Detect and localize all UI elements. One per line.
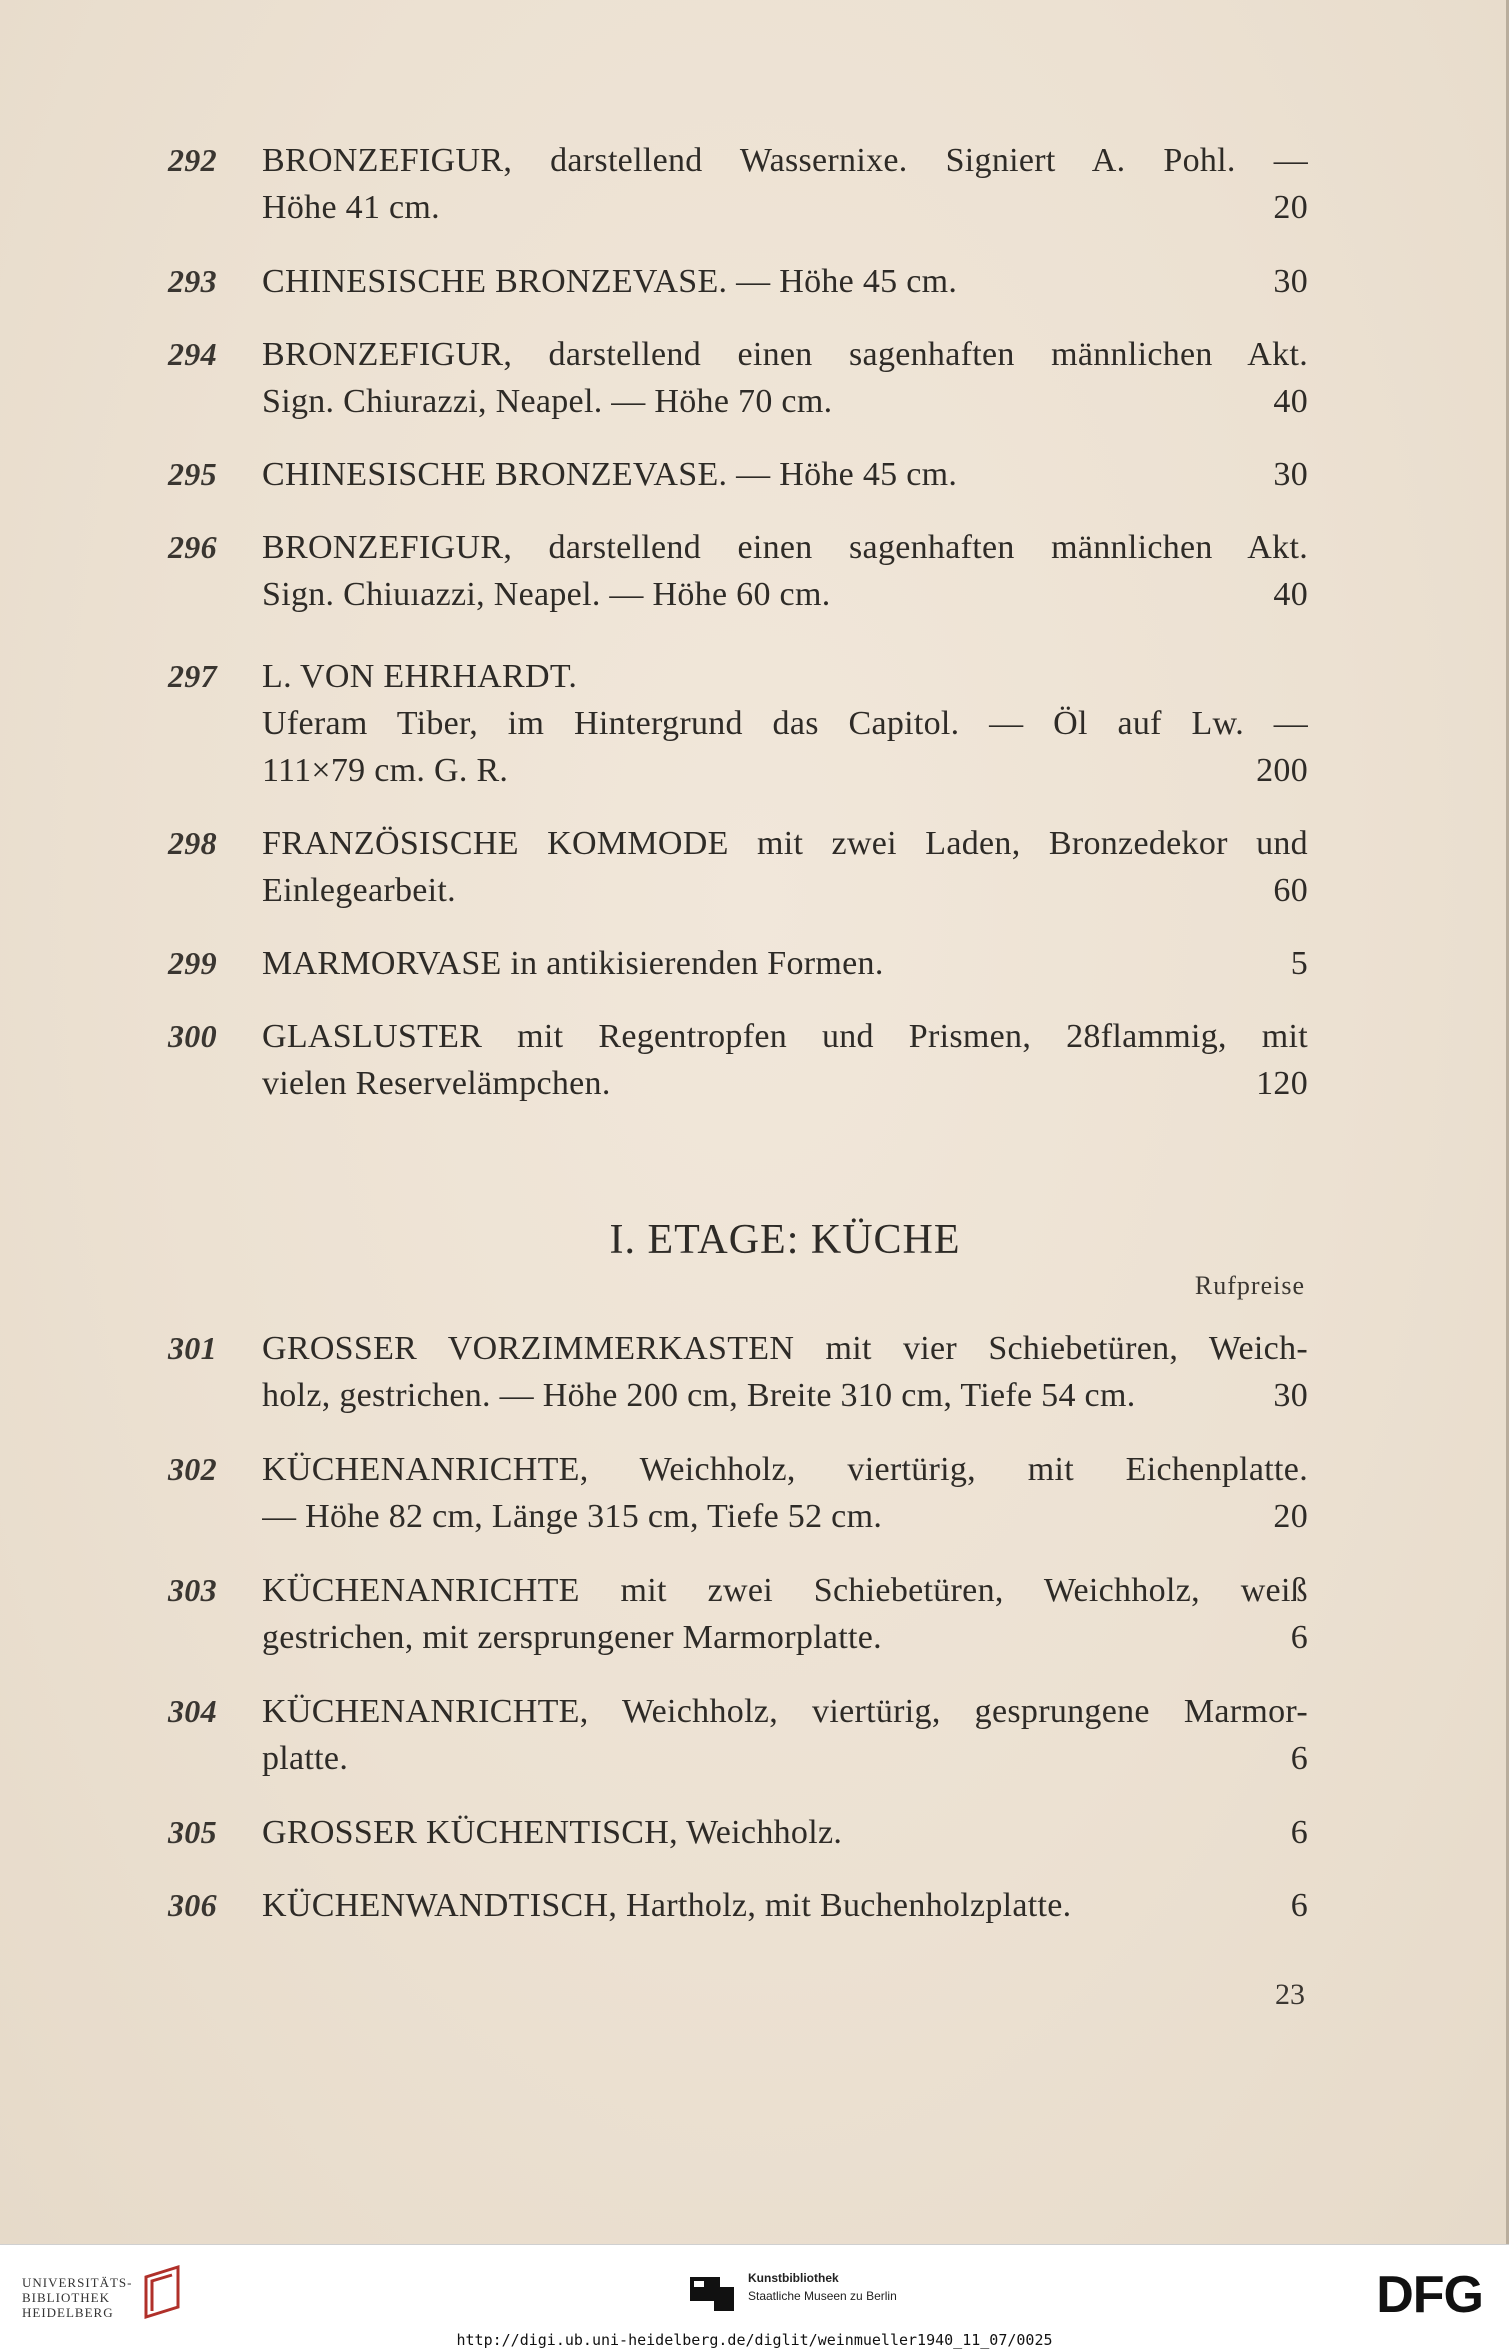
university-seal-icon: [140, 2263, 184, 2323]
lot-number: 294: [168, 336, 217, 372]
lot-description-line: KÜCHENANRICHTE, Weichholz, viertürig, mit Eichenplatte.: [262, 1451, 1308, 1488]
dfg-logo[interactable]: DFG: [1376, 2266, 1483, 2324]
lot-price: 120: [1256, 1065, 1308, 1102]
lot-number: 301: [168, 1330, 217, 1366]
lot-price: 40: [1273, 383, 1308, 420]
lot-description-line: Einlegearbeit.: [262, 872, 456, 909]
lot-description-line: 111×79 cm. G. R.: [262, 752, 509, 789]
lot-price: 5: [1290, 945, 1308, 982]
lot-number: 306: [168, 1887, 217, 1923]
lot-entry: [168, 1809, 1308, 1856]
lot-price: 30: [1273, 456, 1308, 493]
lot-entry: [168, 1567, 1308, 1661]
lot-entry: [168, 524, 1308, 618]
lot-number: 292: [168, 142, 217, 178]
lot-description-line: BRONZEFIGUR, darstellend einen sagenhaften männlichen Akt.: [262, 336, 1308, 373]
lot-description-line: CHINESISCHE BRONZEVASE. — Höhe 45 cm.: [262, 263, 958, 300]
kunstbibliothek-title: Kunstbibliothek: [748, 2271, 839, 2285]
lot-price: 30: [1273, 1377, 1308, 1414]
lot-description-line: KÜCHENWANDTISCH, Hartholz, mit Buchenholzplatte.: [262, 1887, 1072, 1924]
lot-description-line: GLASLUSTER mit Regentropfen und Prismen, 28flammig, mit: [262, 1018, 1308, 1055]
lot-entry: [168, 1688, 1308, 1782]
lot-entry: [168, 1325, 1308, 1419]
kunstbibliothek-subtitle: Staatliche Museen zu Berlin: [748, 2289, 897, 2303]
lot-description-line: GROSSER KÜCHENTISCH, Weichholz.: [262, 1814, 843, 1851]
lot-number: 305: [168, 1814, 217, 1850]
lot-entry: [168, 1013, 1308, 1107]
lot-number: 298: [168, 825, 217, 861]
lot-number: 303: [168, 1572, 217, 1608]
lot-number: 296: [168, 529, 217, 565]
kunstbibliothek-logo-text[interactable]: [748, 2269, 897, 2305]
university-library-logo[interactable]: UNIVERSITÄTS- BIBLIOTHEK HEIDELBERG: [22, 2275, 133, 2320]
lot-price: 6: [1290, 1887, 1308, 1924]
lot-price: 20: [1273, 1498, 1308, 1535]
kunstbibliothek-logo-icon: [690, 2269, 734, 2311]
lot-number: 295: [168, 456, 217, 492]
lot-description-line: GROSSER VORZIMMERKASTEN mit vier Schiebetüren, Weich-: [262, 1330, 1308, 1367]
lot-description-line: — Höhe 82 cm, Länge 315 cm, Tiefe 52 cm.: [262, 1498, 883, 1535]
lot-price: 6: [1290, 1814, 1308, 1851]
lot-description-line: CHINESISCHE BRONZEVASE. — Höhe 45 cm.: [262, 456, 958, 493]
lot-entry: [168, 940, 1308, 987]
lot-entry: [168, 1446, 1308, 1540]
lot-description-line: Uferam Tiber, im Hintergrund das Capitol. — Öl auf Lw. —: [262, 705, 1308, 742]
lot-description-line: holz, gestrichen. — Höhe 200 cm, Breite 310 cm, Tiefe 54 cm.: [262, 1377, 1136, 1414]
page-number: 23: [1275, 1978, 1305, 2011]
lot-description-line: platte.: [262, 1740, 349, 1777]
permalink-url[interactable]: http://digi.ub.uni-heidelberg.de/diglit/weinmueller1940_11_07/0025: [456, 2331, 1053, 2349]
lot-price: 20: [1273, 189, 1308, 226]
lot-description-line: Höhe 41 cm.: [262, 189, 440, 226]
lot-entry: [168, 820, 1308, 914]
lot-description-line: L. VON EHRHARDT.: [262, 658, 578, 695]
lot-entry: [168, 1882, 1308, 1929]
lot-description-line: BRONZEFIGUR, darstellend einen sagenhaften männlichen Akt.: [262, 529, 1308, 566]
lot-entry: [168, 137, 1308, 231]
section-heading: I. ETAGE: KÜCHE: [609, 1217, 961, 1263]
lot-price: 40: [1273, 576, 1308, 613]
lot-price: 60: [1273, 872, 1308, 909]
lot-description-line: Sign. Chiuıazzi, Neapel. — Höhe 60 cm.: [262, 576, 831, 613]
lot-entry: [168, 451, 1308, 498]
lot-price: 6: [1290, 1740, 1308, 1777]
lot-number: 304: [168, 1693, 217, 1729]
lot-price: 200: [1256, 752, 1308, 789]
lot-description-line: MARMORVASE in antikisierenden Formen.: [262, 945, 884, 982]
lot-price: 30: [1273, 263, 1308, 300]
lot-entry: [168, 653, 1308, 794]
viewer-footer: [0, 2244, 1509, 2351]
lot-entry: [168, 258, 1308, 305]
lot-number: 299: [168, 945, 217, 981]
price-column-label: Rufpreise: [1194, 1271, 1305, 1300]
lot-description-line: Sign. Chiurazzi, Neapel. — Höhe 70 cm.: [262, 383, 833, 420]
lot-number: 300: [168, 1018, 217, 1054]
lot-number: 297: [168, 658, 217, 694]
lot-description-line: gestrichen, mit zersprungener Marmorplatte.: [262, 1619, 882, 1656]
lot-number: 293: [168, 263, 217, 299]
lot-description-line: vielen Reservelämpchen.: [262, 1065, 611, 1102]
lot-number: 302: [168, 1451, 217, 1487]
lot-entry: [168, 331, 1308, 425]
lot-description-line: BRONZEFIGUR, darstellend Wassernixe. Signiert A. Pohl. —: [262, 142, 1308, 179]
lot-description-line: FRANZÖSISCHE KOMMODE mit zwei Laden, Bronzedekor und: [262, 825, 1308, 862]
lot-description-line: KÜCHENANRICHTE, Weichholz, viertürig, gesprungene Marmor-: [262, 1693, 1308, 1730]
lot-description-line: KÜCHENANRICHTE mit zwei Schiebetüren, Weichholz, weiß: [262, 1572, 1308, 1609]
lot-price: 6: [1290, 1619, 1308, 1656]
